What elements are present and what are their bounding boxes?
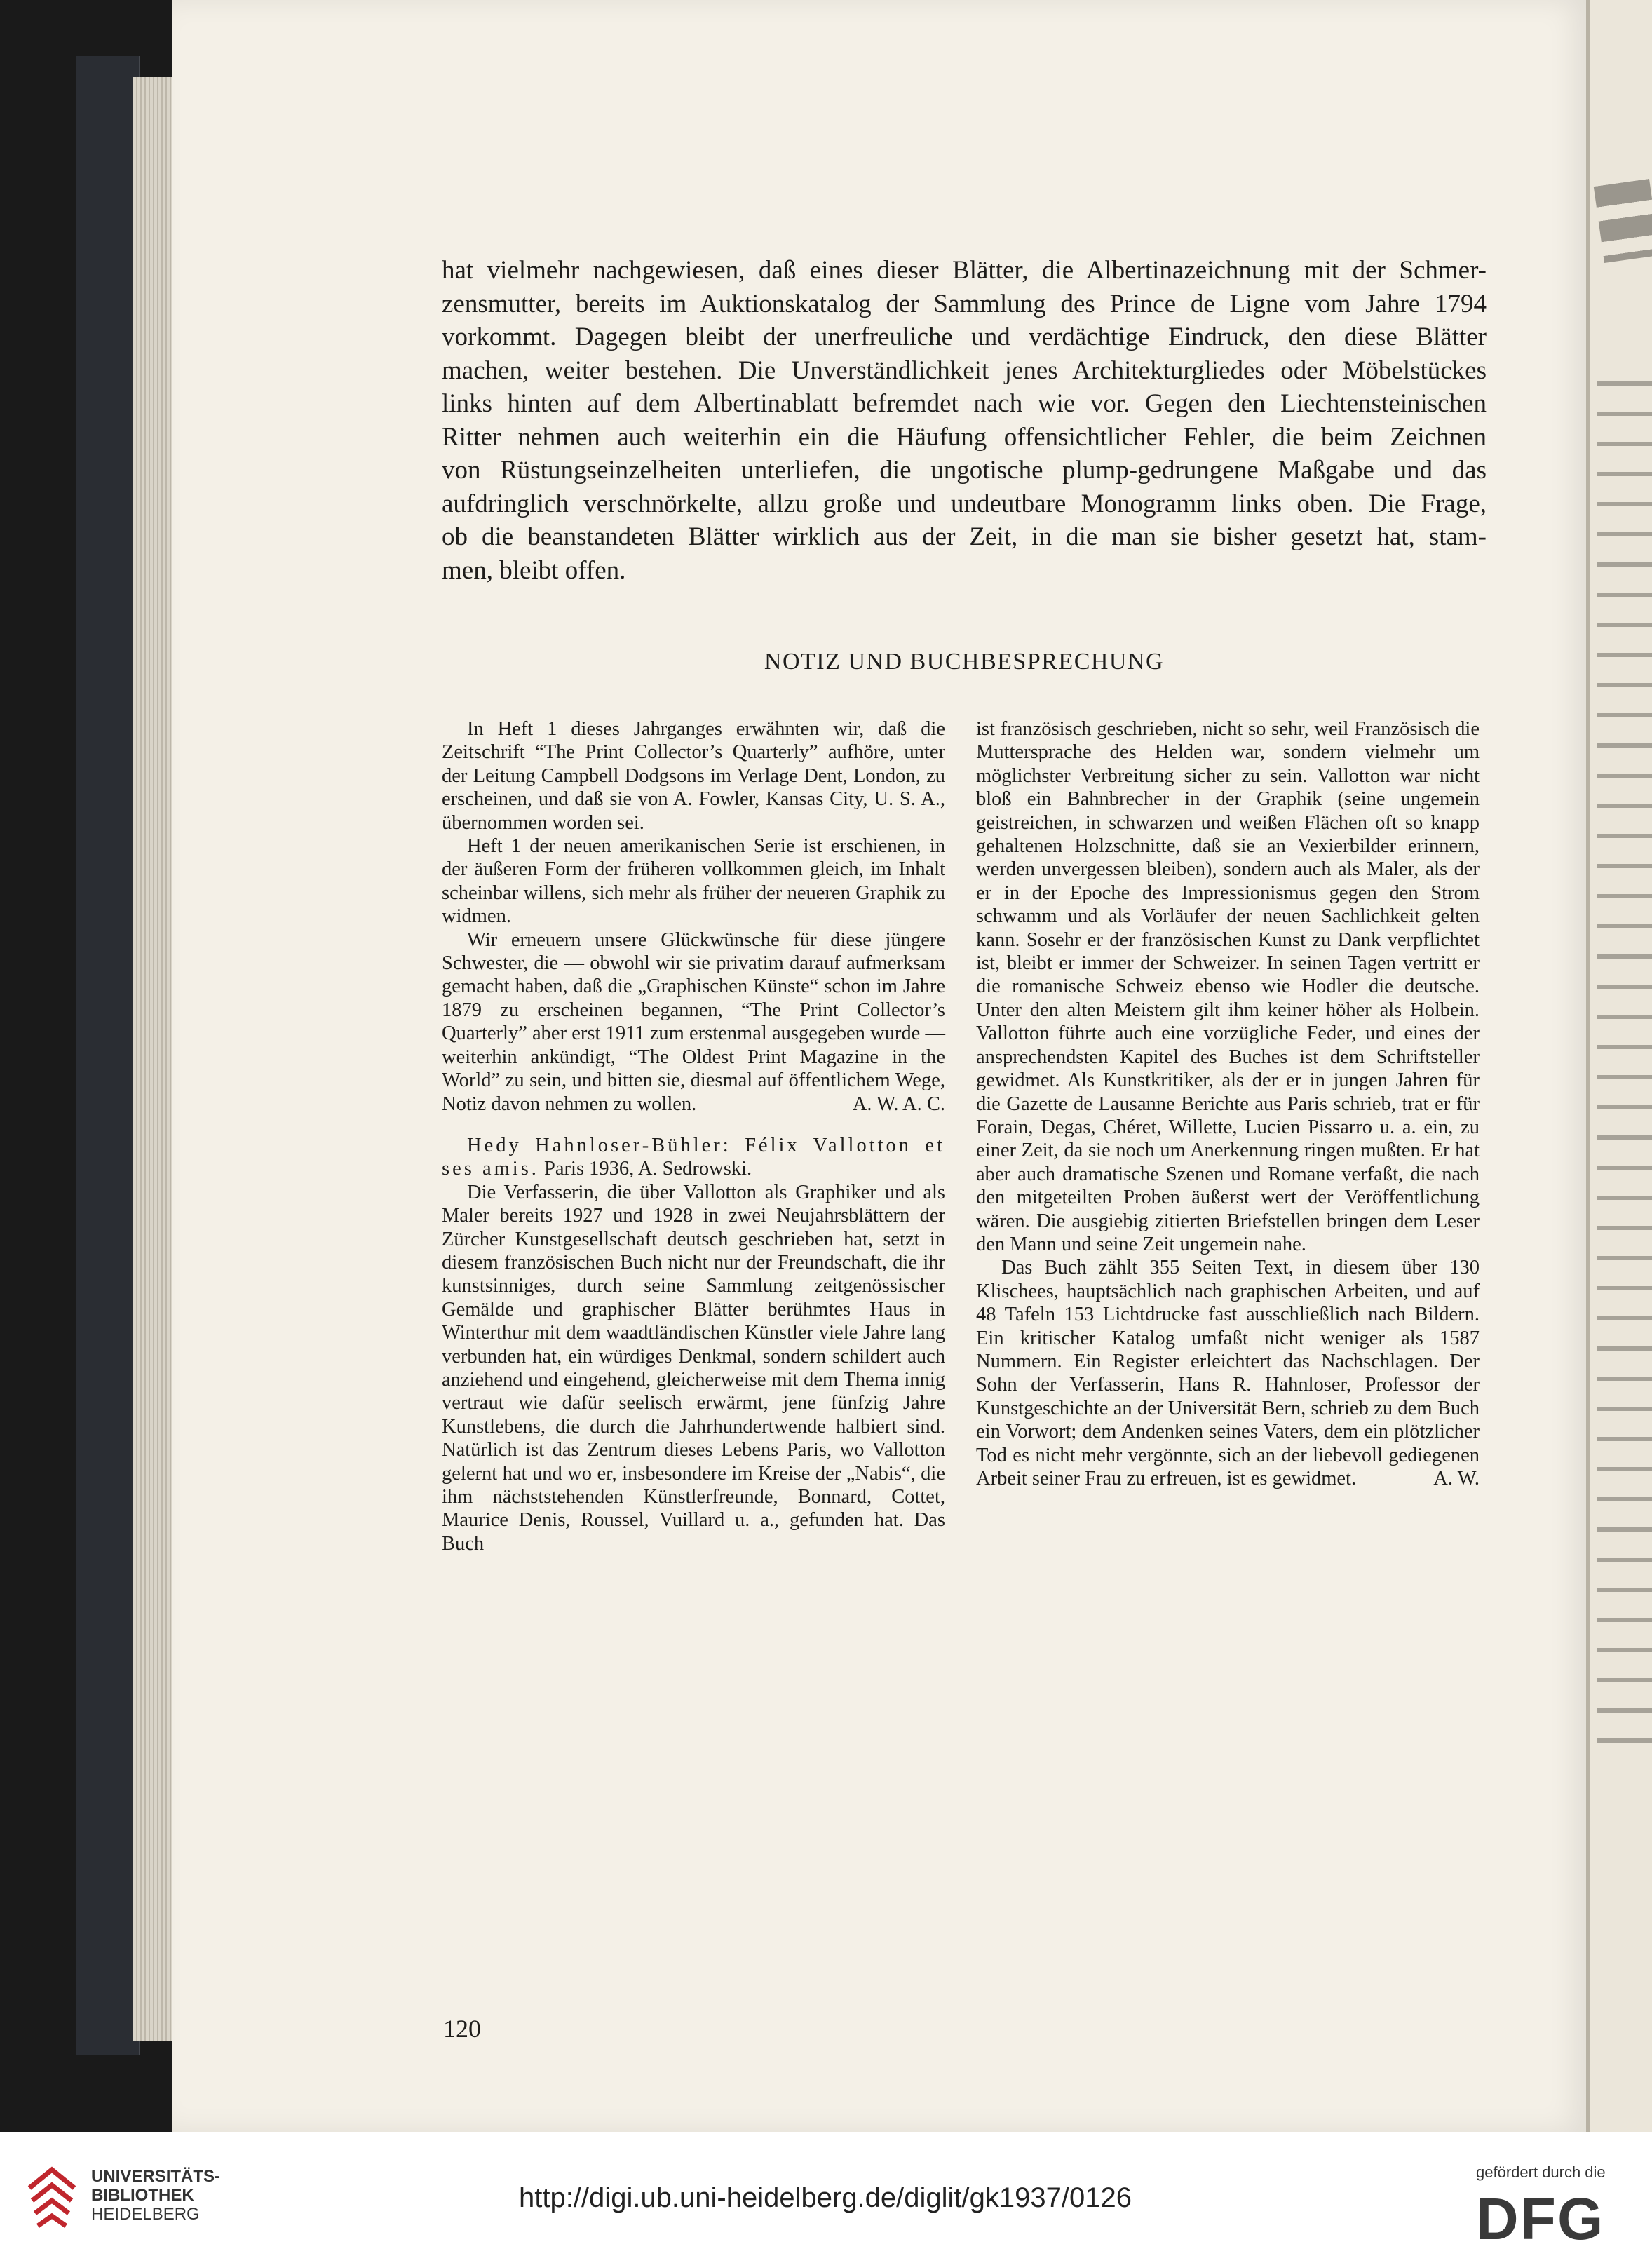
signature: A. W. A. C. (852, 1093, 945, 1115)
permalink-url[interactable]: http://digi.ub.uni-heidelberg.de/diglit/gk1937/0126 (519, 2182, 1132, 2213)
dfg-logo: DFG (1476, 2186, 1605, 2252)
text-line: machen, weiter bestehen. Die Unverständlichkeit jenes Architekturgliedes oder Möbelstückes (442, 356, 1487, 385)
paragraph: In Heft 1 dieses Jahrganges erwähnten wir, daß die Zeitschrift “The Print Collector’s Quarterly” aufhöre, unter der Leitung Campbell Dodgsons im Verlage Dent, London, zu erscheinen, und daß sie von A. Fowler, Kansas City, U. S. A., übernommen worden sei. (442, 718, 945, 834)
university-library-logo-icon (21, 2160, 83, 2237)
library-name-line: BIBLIOTHEK (91, 2186, 194, 2205)
paragraph: Die Verfasserin, die über Vallotton als Graphiker und als Maler bereits 1927 und 1928 in zwei Neujahrsblättern der Zürcher Kunstgesellschaft deutsch geschrieben hat, setzt in diesem französischen Buch nicht nur der Freundschaft, die ihr kunstsinniges, durch seine Sammlung zeitgenössischer Gemälde und graphischer Blätter berühmtes Haus in Winterthur mit dem waadtländischen Künstler viele Jahre lang verbunden hat, ein würdiges Denkmal, sondern schildert auch anziehend und eingehend, gleicherweise mit dem Thema innig vertraut wie dafür seelisch erwärmt, jene fünfzig Jahre Kunstlebens, die durch die Jahrhundertwende halbiert sind. Natürlich ist das Zentrum dieses Lebens Paris, wo Vallotton gelernt hat und wo er, insbesondere im Kreise der „Nabis“, die ihm nächststehenden Künstlerfreunde, Bonnard, Cottet, Maurice Denis, Roussel, Vuillard u. a., gefunden hat. Das Buch (442, 1181, 945, 1555)
text-line: zensmutter, bereits im Auktionskatalog der Sammlung des Prince de Ligne vom Jahre 1794 (442, 289, 1487, 318)
paragraph-text: Wir erneuern unsere Glückwünsche für diese jüngere Schwester, die — obwohl wir sie privatim darauf aufmerksam gemacht haben, daß die „Graphischen Künste“ schon im Jahre 1879 zu erscheinen begannen, “The Print Collector’s Quarterly” aber erst 1911 zum erstenmal ausgegeben wurde — weiterhin ankündigt, “The Oldest Print Magazine in the World” zu sein, und bitten sie, diesmal auf öffentlichem Wege, Notiz davon nehmen zu wollen. (442, 928, 945, 1115)
text-line: von Rüstungseinzelheiten unterliefen, die ungotische plump-gedrungene Maßgabe und das (442, 456, 1487, 485)
review-author-title: Hedy Hahnloser-Bühler: Félix Vallotton et ses amis. (442, 1134, 945, 1180)
review-publisher: Paris 1936, A. Sedrowski. (544, 1158, 752, 1180)
text-line: hat vielmehr nachgewiesen, daß eines dieser Blätter, die Albertinazeichnung mit der Schmer- (442, 256, 1487, 285)
page-number: 120 (443, 2015, 481, 2043)
library-name-line: HEIDELBERG (91, 2205, 200, 2224)
text-line: vorkommt. Dagegen bleibt der unerfreuliche und verdächtige Eindruck, den diese Blätter (442, 323, 1487, 351)
book-binding (76, 56, 140, 2055)
paragraph-text: Das Buch zählt 355 Seiten Text, in diesem über 130 Klischees, hauptsächlich nach graphischen Arbeiten, und auf 48 Tafeln 153 Lichtdrucke fast ausschließlich nach Bildern. Ein kritischer Katalog umfaßt nicht weniger als 1587 Nummern. Ein Register erleichtert das Nachschlagen. Der Sohn der Verfasserin, Hans R. Hahnloser, Professor der Kunstgeschichte an der Universität Bern, schrieb zu dem Buch ein Vorwort; dem Andenken seines Vaters, dem ein plötzlicher Tod es nicht mehr vergönnte, sich an der liebevoll gediegenen Arbeit seiner Frau zu erfreuen, ist es gewidmet. (976, 1257, 1480, 1489)
section-heading: NOTIZ UND BUCHBESPRECHUNG (764, 649, 1165, 675)
paragraph: ist französisch geschrieben, nicht so sehr, weil Französisch die Muttersprache des Helden war, sondern vielmehr um möglichster Verbreitung sicher zu sein. Vallotton war nicht bloß ein Bahnbrecher in der Graphik (seine ungemein geistreichen, in schwarzen und weißen Flächen oft so knapp gehaltenen Holzschnitte, daß sie an Vexierbilder erinnern, werden unvergessen bleiben), sondern auch als Maler, als der er in der Epoche des Impressionismus gegen den Strom schwamm und als Vorläufer der neuen Sachlichkeit gelten kann. Sosehr er der französischen Kunst zu Dank verpflichtet ist, bleibt er immer der Schweizer. In seinen Tagen vertritt er die romanische Schweiz ebenso wie Hodler die deutsche. Unter den alten Meistern gilt ihm keiner höher als Holbein. Vallotton führte auch eine vorzügliche Feder, und eines der ansprechendsten Kapitel des Buches ist dem Schriftsteller gewidmet. Als Kunstkritiker, als der er in jungen Jahren für die Gazette de Lausanne Berichte aus Paris schrieb, trat er für Forain, Degas, Chéret, Willette, Lucien Pissarro u. a. ein, zu einer Zeit, da sie noch um Anerkennung ringen mußten. Er hat aber auch dramatische Szenen und Romane verfaßt, die nach den mitgeteilten Proben äußerst wert der Veröffentlichung wären. Die ausgiebig zitierten Briefstellen bringen dem Leser den Mann und seine Zeit ungemein nahe. (976, 718, 1480, 1255)
left-column (442, 717, 945, 1555)
signature: A. W. (1433, 1468, 1480, 1489)
page-edges (133, 77, 175, 2041)
right-column (976, 717, 1480, 1490)
paragraph (976, 1256, 1480, 1490)
intro-paragraph (442, 254, 1487, 587)
paragraph: Heft 1 der neuen amerikanischen Serie ist erschienen, in der äußeren Form der früheren vollkommen gleich, im Inhalt scheinbar willens, sich mehr als früher der neueren Graphik zu widmen. (442, 835, 945, 928)
facing-page-edge (1586, 0, 1652, 2132)
funded-by-label: gefördert durch die (1476, 2163, 1606, 2181)
text-line: ob die beanstandeten Blätter wirklich aus der Zeit, in die man sie bisher gesetzt hat, stam- (442, 522, 1487, 551)
text-line: Ritter nehmen auch weiterhin ein die Häufung offensichtlicher Fehler, die beim Zeichnen (442, 422, 1487, 452)
text-line: links hinten auf dem Albertinablatt befremdet nach wie vor. Gegen den Liechtensteinischen (442, 389, 1487, 418)
paragraph (442, 928, 945, 1116)
footer-bar (0, 2132, 1652, 2263)
library-name (91, 2167, 220, 2224)
facing-page-heading-fragment (1594, 179, 1652, 263)
library-name-line: UNIVERSITÄTS- (91, 2167, 221, 2186)
text-line: men, bleibt offen. (442, 555, 626, 585)
facing-page-text-fragment (1597, 365, 1652, 1753)
review-heading (442, 1134, 945, 1181)
text-line: aufdringlich verschnörkelte, allzu große und undeutbare Monogramm links oben. Die Frage, (442, 489, 1487, 518)
